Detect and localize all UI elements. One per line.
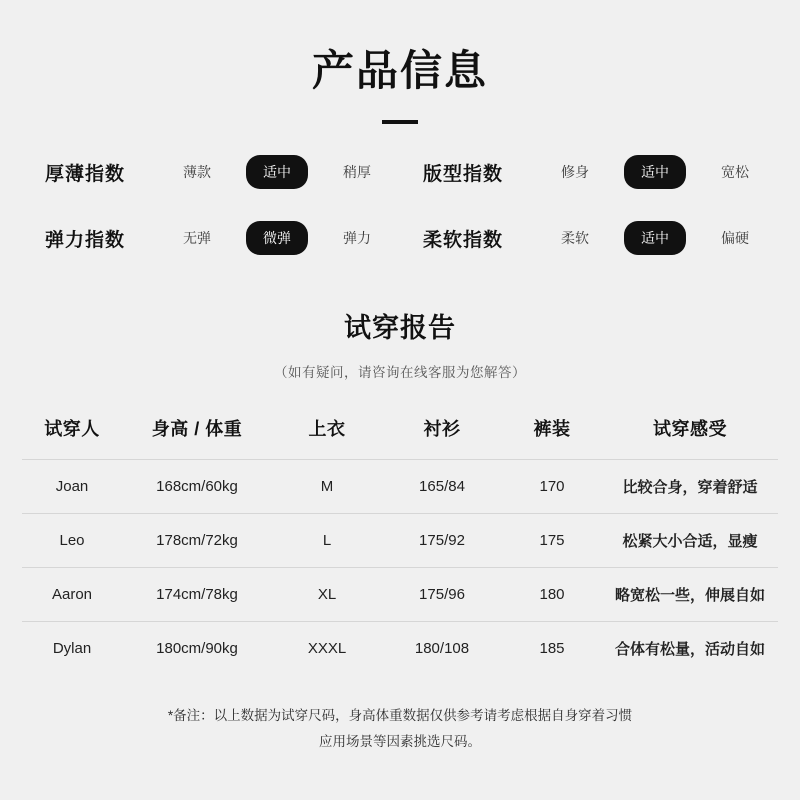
footnote-line-1: *备注：以上数据为试穿尺码，身高体重数据仅供参考请考虑根据自身穿着习惯: [167, 708, 633, 724]
cell-feeling: 比较合身，穿着舒适: [602, 460, 778, 514]
cell-height-weight: 168cm/60kg: [122, 460, 272, 514]
index-row-thickness: [35, 148, 397, 196]
index-option-regular-selected[interactable]: 适中: [624, 155, 686, 189]
index-option-medium-soft-selected[interactable]: 适中: [624, 221, 686, 255]
column-header-pants: 裤装: [533, 419, 571, 440]
cell-top: L: [272, 514, 382, 568]
cell-shirt: 180/108: [382, 622, 502, 676]
footnote: [80, 703, 720, 754]
fit-report-table: [22, 407, 778, 675]
table-row: [22, 514, 778, 568]
cell-feeling: 略宽松一些，伸展自如: [602, 568, 778, 622]
table-row: [22, 568, 778, 622]
table-row: [22, 460, 778, 514]
index-option-stretch[interactable]: 弹力: [343, 230, 371, 247]
index-option-thick[interactable]: 稍厚: [343, 164, 371, 181]
footnote-line-2: 应用场景等因素挑选尺码。: [319, 733, 481, 749]
index-option-soft[interactable]: 柔软: [561, 230, 589, 247]
column-header-person: 试穿人: [44, 419, 100, 440]
index-option-slight-stretch-selected[interactable]: 微弹: [246, 221, 308, 255]
cell-top: XL: [272, 568, 382, 622]
index-option-thin[interactable]: 薄款: [183, 164, 211, 181]
cell-pants: 180: [502, 568, 602, 622]
page-title: 产品信息: [311, 47, 488, 94]
cell-feeling: 松紧大小合适，显瘦: [602, 514, 778, 568]
cell-person: Aaron: [22, 568, 122, 622]
cell-person: Dylan: [22, 622, 122, 676]
title-divider: [382, 120, 418, 124]
table-header-row: [22, 407, 778, 460]
report-title: 试穿报告: [344, 313, 456, 344]
index-option-medium-selected[interactable]: 适中: [246, 155, 308, 189]
index-options-thickness: [157, 155, 397, 189]
cell-height-weight: 180cm/90kg: [122, 622, 272, 676]
index-option-loose[interactable]: 宽松: [721, 164, 749, 181]
index-option-hard[interactable]: 偏硬: [721, 230, 749, 247]
index-row-fit: [397, 148, 775, 196]
cell-person: Leo: [22, 514, 122, 568]
column-header-shirt: 衬衫: [423, 419, 461, 440]
index-label-fit: 版型指数: [423, 163, 504, 185]
index-options-fit: [535, 155, 775, 189]
cell-height-weight: 174cm/78kg: [122, 568, 272, 622]
column-header-feeling: 试穿感受: [653, 419, 727, 440]
cell-feeling: 合体有松量，活动自如: [602, 622, 778, 676]
cell-top: M: [272, 460, 382, 514]
column-header-top: 上衣: [308, 419, 346, 440]
cell-shirt: 165/84: [382, 460, 502, 514]
cell-pants: 175: [502, 514, 602, 568]
index-options-softness: [535, 221, 775, 255]
cell-person: Joan: [22, 460, 122, 514]
index-options-elasticity: [157, 221, 397, 255]
cell-shirt: 175/96: [382, 568, 502, 622]
index-option-no-stretch[interactable]: 无弹: [183, 230, 211, 247]
index-option-slim[interactable]: 修身: [561, 164, 589, 181]
table-row: [22, 622, 778, 676]
index-label-elasticity: 弹力指数: [45, 229, 126, 251]
cell-pants: 170: [502, 460, 602, 514]
index-label-thickness: 厚薄指数: [45, 163, 126, 185]
index-row-softness: [397, 214, 775, 262]
index-grid: [35, 148, 765, 262]
cell-pants: 185: [502, 622, 602, 676]
index-row-elasticity: [35, 214, 397, 262]
cell-height-weight: 178cm/72kg: [122, 514, 272, 568]
cell-shirt: 175/92: [382, 514, 502, 568]
index-label-softness: 柔软指数: [423, 229, 504, 251]
report-subtitle: （如有疑问，请咨询在线客服为您解答）: [274, 365, 526, 381]
column-header-height-weight: 身高 / 体重: [151, 419, 243, 440]
cell-top: XXXL: [272, 622, 382, 676]
